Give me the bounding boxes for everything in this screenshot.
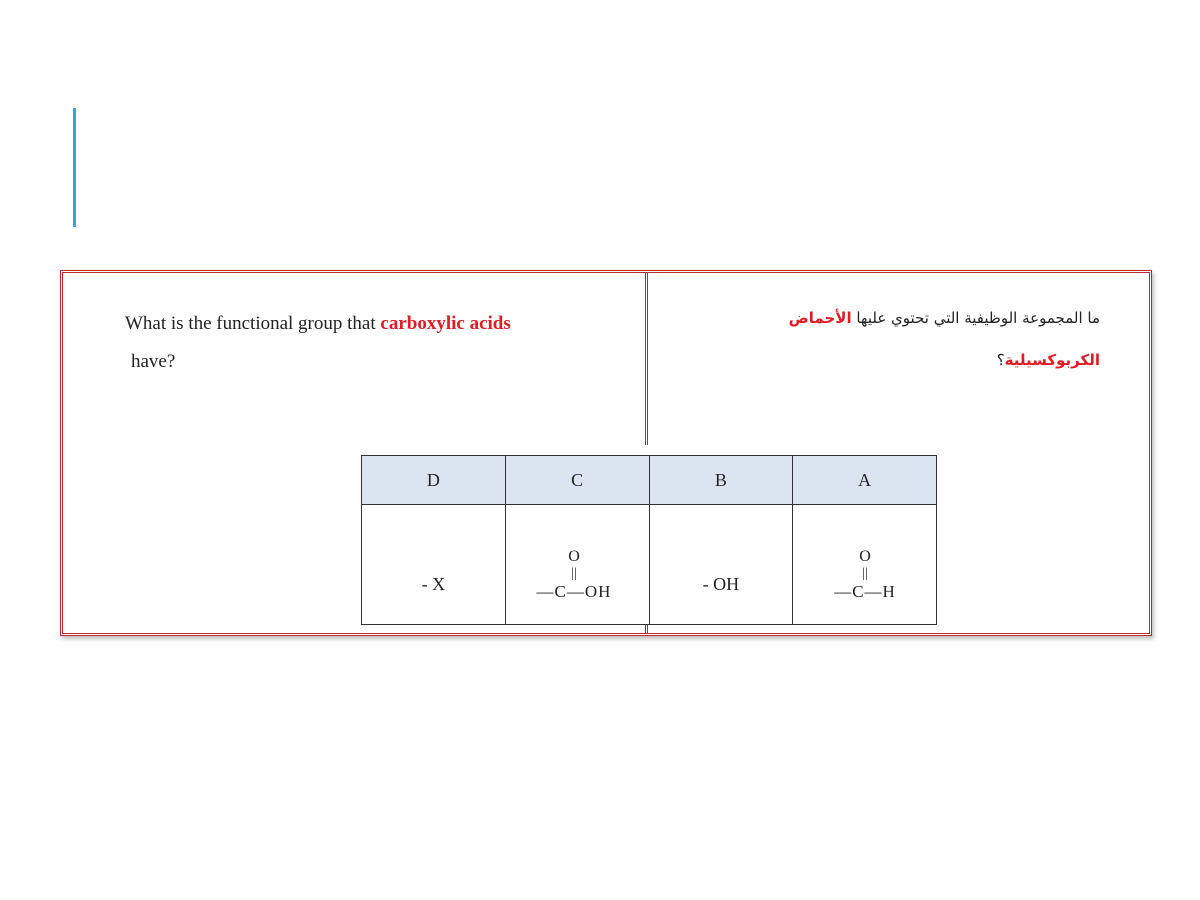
- arabic-question-text: ما المجموعة الوظيفية التي تحتوي عليها: [851, 309, 1100, 327]
- column-divider: [645, 272, 648, 445]
- carboxyl-structure: [522, 547, 632, 607]
- option-b-text: - OH: [702, 574, 740, 595]
- arabic-question: [700, 297, 1100, 381]
- english-question-highlight: carboxylic acids: [380, 313, 511, 334]
- english-question-line1: [125, 305, 625, 343]
- english-question-line2: have?: [131, 351, 176, 372]
- option-header-a: A: [793, 456, 937, 505]
- option-d-text: - X: [421, 574, 446, 595]
- options-body-row: [362, 505, 937, 625]
- english-question: [125, 305, 625, 381]
- option-header-d: D: [362, 456, 506, 505]
- options-table: [361, 455, 937, 625]
- options-header-row: [362, 456, 937, 505]
- option-header-c: C: [505, 456, 649, 505]
- option-header-b: B: [649, 456, 793, 505]
- aldehyde-structure: [810, 547, 920, 607]
- column-divider-bottom: [645, 624, 648, 634]
- arabic-question-highlight: الأحماض الكربوكسيلية: [788, 309, 1100, 369]
- carboxyl-oxygen: O: [568, 548, 580, 566]
- carboxyl-double-bond: ||: [571, 566, 577, 582]
- option-c[interactable]: [505, 505, 649, 625]
- english-question-text: What is the functional group that: [125, 313, 381, 334]
- carboxyl-chain: —C—OH: [536, 582, 612, 602]
- option-a[interactable]: [793, 505, 937, 625]
- aldehyde-double-bond: ||: [861, 566, 868, 582]
- accent-bar: [73, 108, 76, 227]
- aldehyde-oxygen: O: [858, 548, 871, 566]
- arabic-question-mark: ؟: [996, 351, 1005, 369]
- option-d[interactable]: [362, 505, 506, 625]
- option-b[interactable]: [649, 505, 793, 625]
- aldehyde-chain: —C—H: [833, 582, 896, 602]
